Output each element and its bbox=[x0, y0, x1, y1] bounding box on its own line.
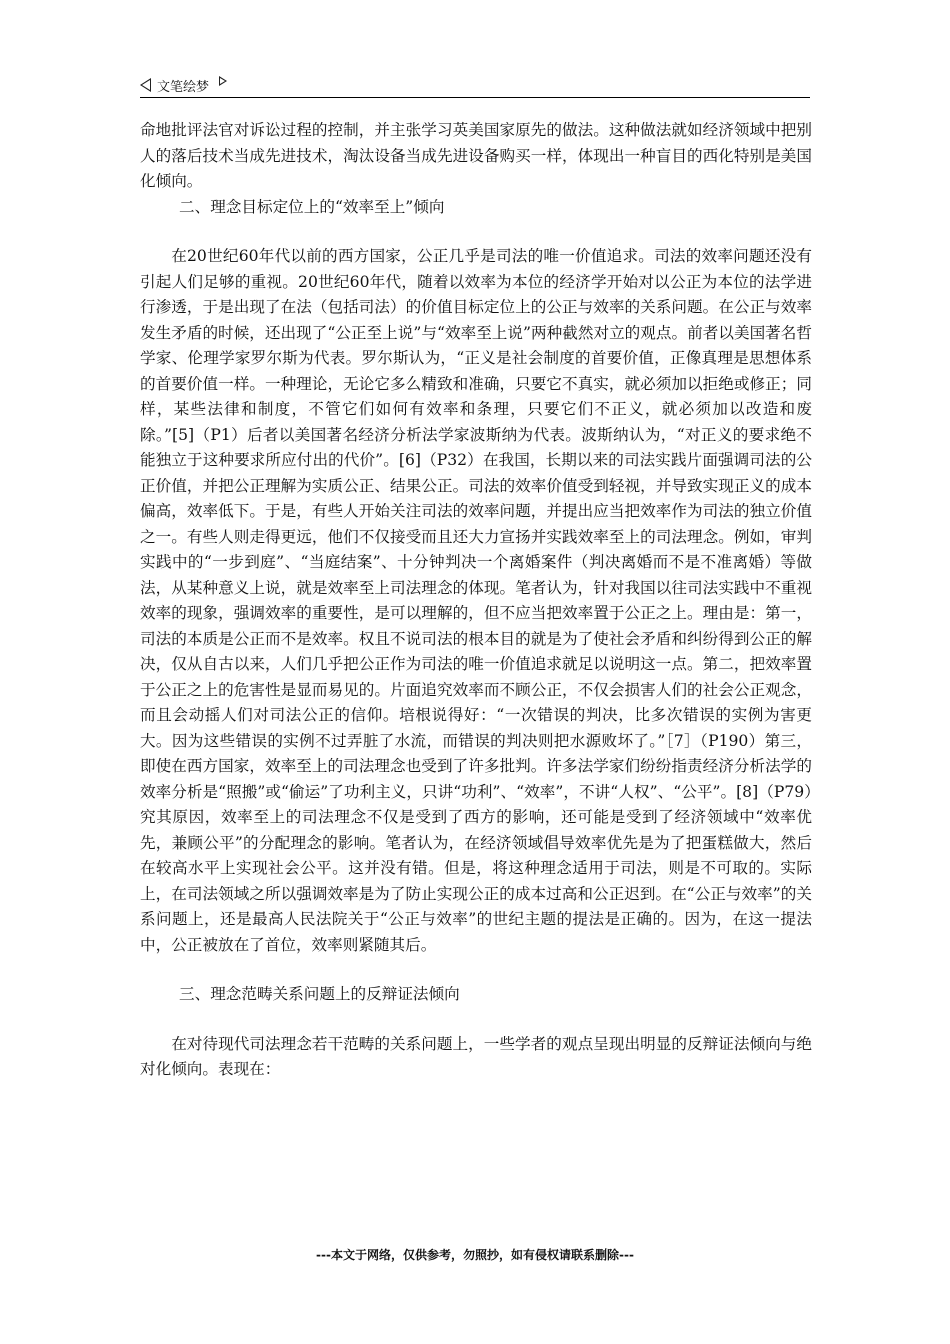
paragraph-dialectics: 在对待现代司法理念若干范畴的关系问题上，一些学者的观点呈现出明显的反辩证法倾向与绝对化倾向。表现在： bbox=[140, 1034, 812, 1078]
paragraph-continuation: 命地批评法官对诉讼过程的控制，并主张学习英美国家原先的做法。这种做法就如经济领域中把别人的落后技术当成先进技术，淘汰设备当成先进设备购买一样，体现出一种盲目的西化特别是美国化倾向。 bbox=[140, 121, 812, 190]
left-triangle-icon bbox=[140, 78, 151, 92]
page-header bbox=[140, 74, 810, 96]
right-triangle-icon bbox=[219, 76, 227, 86]
spacer bbox=[140, 1008, 812, 1032]
page-footer: ---本文于网络，仅供参考，勿照抄，如有侵权请联系删除--- bbox=[316, 1248, 634, 1262]
section-heading-3: 三、理念范畴关系问题上的反辩证法倾向 bbox=[179, 985, 460, 1003]
paragraph-efficiency: 在20世纪60年代以前的西方国家，公正几乎是司法的唯一价值追求。司法的效率问题还没有引起人们足够的重视。20世纪60年代，随着以效率为本位的经济学开始对以公正为本位的法学进行渗透，于是出现了在法（包括司法）的价值目标定位上的公正与效率的关系问题。在公正与效率发生矛盾的时候，还出现了“公正至上说”与“效率至上说”两种截然对立的观点。前者以美国著名哲学家、伦理学家罗尔斯为代表。罗尔斯认为，“正义是社会制度的首要价值，正像真理是思想体系的首要价值一样。一种理论，无论它多么精致和准确，只要它不真实，就必须加以拒绝或修正；同样，某些法律和制度，不管它们如何有效率和条理，只要它们不正义，就必须加以改造和废除。”[5]（P1）后者以美国著名经济分析法学家波斯纳为代表。波斯纳认为，“对正义的要求绝不能独立于这种要求所应付出的代价”。[6]（P32）在我国，长期以来的司法实践片面强调司法的公正价值，并把公正理解为实质公正、结果公正。司法的效率价值受到轻视，并导致实现正义的成本偏高，效率低下。于是，有些人开始关注司法的效率问题，并提出应当把效率作为司法的独立价值之一。有些人则走得更远，他们不仅接受而且还大力宣扬并实践效率至上的司法理念。例如，审判实践中的“一步到庭”、“当庭结案”、十分钟判决一个离婚案件（判决离婚而不是不准离婚）等做法，从某种意义上说，就是效率至上司法理念的体现。笔者认为，针对我国以往司法实践中不重视效率的现象，强调效率的重要性，是可以理解的，但不应当把效率置于公正之上。理由是：第一，司法的本质是公正而不是效率。权且不说司法的根本目的就是为了使社会矛盾和纠纷得到公正的解决，仅从自古以来，人们几乎把公正作为司法的唯一价值追求就足以说明这一点。第二，把效率置于公正之上的危害性是显而易见的。片面追究效率而不顾公正，不仅会损害人们的社会公正观念，而且会动摇人们对司法公正的信仰。培根说得好：“一次错误的判决，比多次错误的实例为害更大。因为这些错误的实例不过弄脏了水流，而错误的判决则把水源败坏了。”［7］（P190）第三，即使在西方国家，效率至上的司法理念也受到了许多批判。许多法学家们纷纷指责经济分析法学的效率分析是“照搬”或“偷运”了功利主义，只讲“功利”、“效率”，不讲“人权”、“公平”。[8]（P79）究其原因，效率至上的司法理念不仅是受到了西方的影响，还可能是受到了经济领域中“效率优先，兼顾公平”的分配理念的影响。笔者认为，在经济领域倡导效率优先是为了把蛋糕做大，然后在较高水平上实现社会公平。这并没有错。但是，将这种理念适用于司法，则是不可取的。实际上，在司法领域之所以强调效率是为了防止实现公正的成本过高和公正迟到。在“公正与效率”的关系问题上，还是最高人民法院关于“公正与效率”的世纪主题的提法是正确的。因为，在这一提法中，公正被放在了首位，效率则紧随其后。 bbox=[140, 247, 812, 954]
document-body bbox=[140, 118, 812, 1083]
header-title: 文笔绘梦 bbox=[157, 79, 210, 95]
spacer bbox=[140, 220, 812, 244]
section-heading-2: 二、理念目标定位上的“效率至上”倾向 bbox=[179, 197, 445, 216]
header-rule bbox=[140, 97, 810, 98]
spacer bbox=[140, 958, 812, 982]
